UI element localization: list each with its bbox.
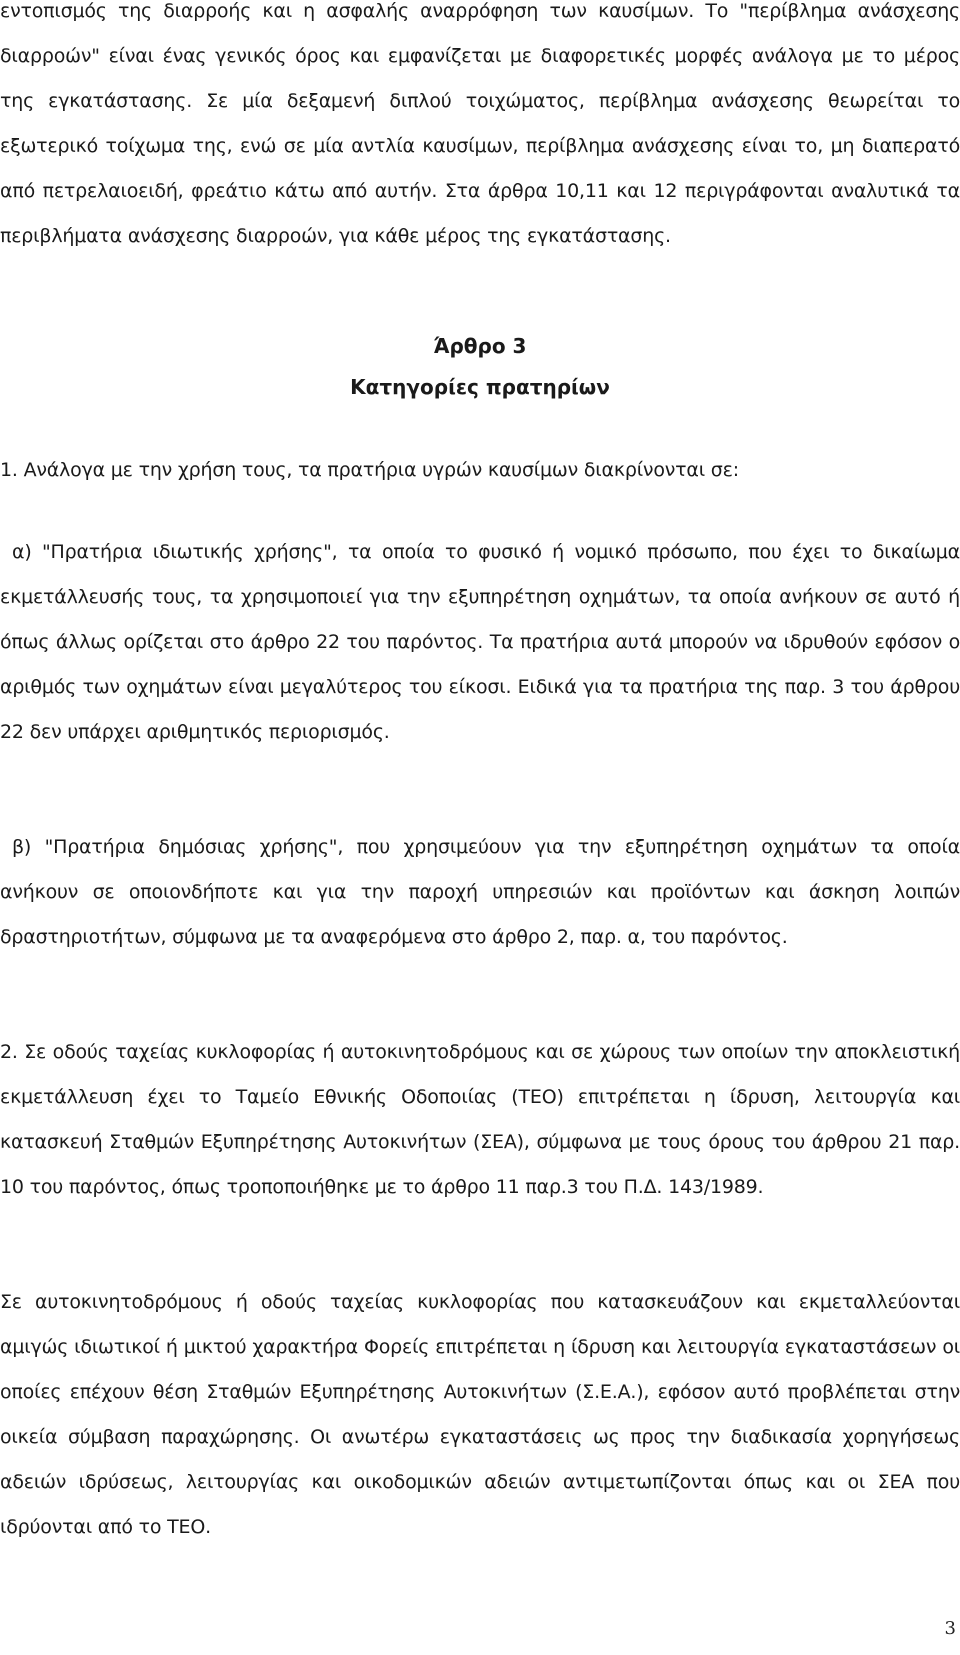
paragraph-a: α) "Πρατήρια ιδιωτικής χρήσης", τα οποία το φυσικό ή νομικό πρόσωπο, που έχει το δικαίωμα εκμετάλλευσής τους, τα χρησιμοποιεί για την εξυπηρέτηση οχημάτων, τα οποία ανήκουν σε αυτό ή όπως άλλως ορίζεται στο άρθρο 22 του παρόντος. Τα πρατήρια αυτά μπορούν να ιδρυθούν εφόσον ο αριθμός των οχημάτων είναι μεγαλύτερος του είκοσι. Ειδικά για τα πρατήρια της παρ. 3 του άρθρου 22 δεν υπάρχει αριθμητικός περιορισμός. — [0, 541, 960, 743]
intro-paragraph: εντοπισμός της διαρροής και η ασφαλής αναρρόφηση των καυσίμων. Το "περίβλημα ανάσχεσης διαρροών" είναι ένας γενικός όρος και εμφανίζεται με διαφορετικές μορφές ανάλογα με το μέρος της εγκατάστασης. Σε μία δεξαμενή διπλού τοιχώματος, περίβλημα ανάσχεσης θεωρείται το εξωτερικό τοίχωμα της, ενώ σε μία αντλία καυσίμων, περίβλημα ανάσχεσης είναι το, μη διαπερατό από πετρελαιοειδή, φρεάτιο κάτω από αυτήν. Στα άρθρα 10,11 και 12 περιγράφονται αναλυτικά τα περιβλήματα ανάσχεσης διαρροών, για κάθε μέρος της εγκατάστασης. — [0, 0, 960, 247]
page-number: 3 — [944, 1618, 956, 1639]
paragraph-3: Σε αυτοκινητοδρόμους ή οδούς ταχείας κυκλοφορίας που κατασκευάζουν και εκμεταλλεύονται αμιγώς ιδιωτικοί ή μικτού χαρακτήρα Φορείς επιτρέπεται η ίδρυση και λειτουργία εγκαταστάσεων οι οποίες επέχουν θέση Σταθμών Εξυπηρέτησης Αυτοκινήτων (Σ.Ε.Α.), εφόσον αυτό προβλέπεται στην οικεία σύμβαση παραχώρησης. Οι ανωτέρω εγκαταστάσεις ως προς την διαδικασία χορηγήσεως αδειών ιδρύσεως, λειτουργίας και οικοδομικών αδειών αντιμετωπίζονται όπως και οι ΣΕΑ που ιδρύονται από το ΤΕΟ. — [0, 1291, 960, 1538]
article-number: Άρθρο 3 — [433, 334, 527, 358]
paragraph-b: β) "Πρατήρια δημόσιας χρήσης", που χρησιμεύουν για την εξυπηρέτηση οχημάτων τα οποία ανήκουν σε οποιονδήποτε και για την παροχή υπηρεσιών και προϊόντων και άσκηση λοιπών δραστηριοτήτων, σύμφωνα με τα αναφερόμενα στο άρθρο 2, παρ. α, του παρόντος. — [0, 836, 960, 948]
article-title: Κατηγορίες πρατηρίων — [350, 375, 610, 399]
paragraph-2: 2. Σε οδούς ταχείας κυκλοφορίας ή αυτοκινητοδρόμους και σε χώρους των οποίων την αποκλειστική εκμετάλλευση έχει το Ταμείο Εθνικής Οδοποιίας (ΤΕΟ) επιτρέπεται η ίδρυση, λειτουργία και κατασκευή Σταθμών Εξυπηρέτησης Αυτοκινήτων (ΣΕΑ), σύμφωνα με τους όρους του άρθρου 21 παρ. 10 του παρόντος, όπως τροποποιήθηκε με το άρθρο 11 παρ.3 του Π.Δ. 143/1989. — [0, 1041, 960, 1198]
paragraph-1: 1. Ανάλογα με την χρήση τους, τα πρατήρια υγρών καυσίμων διακρίνονται σε: — [0, 459, 739, 481]
